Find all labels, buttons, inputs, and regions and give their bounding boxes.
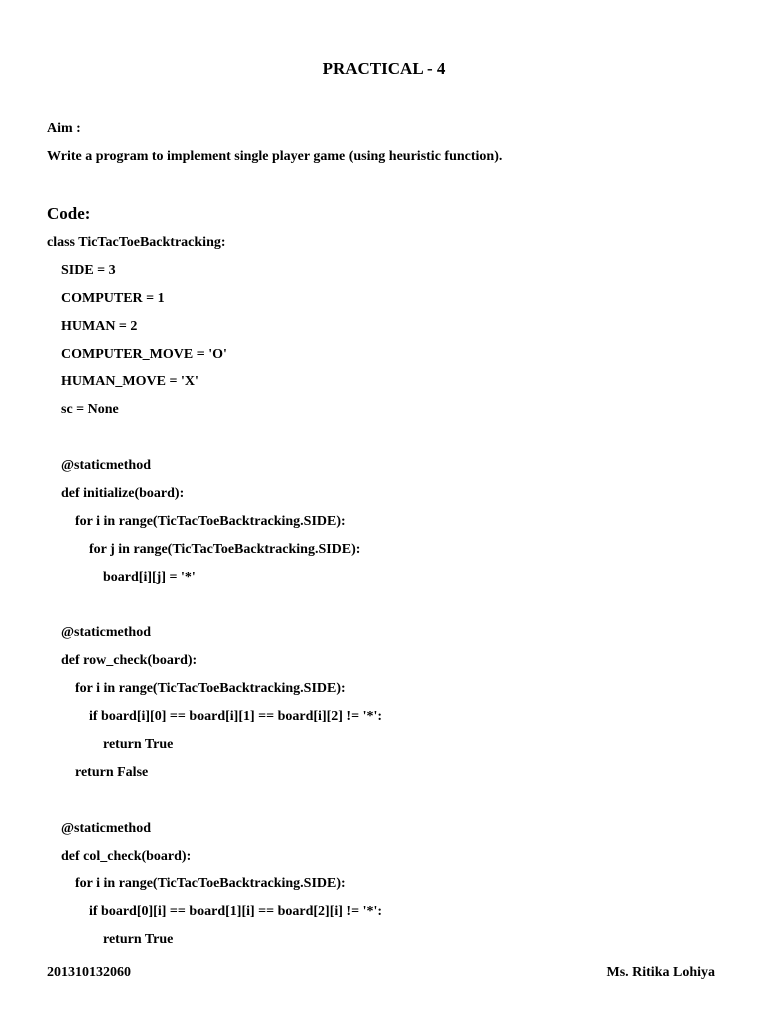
- code-line: def row_check(board):: [47, 653, 198, 669]
- footer-enrollment-number: 201310132060: [47, 965, 131, 980]
- code-line: @staticmethod: [47, 458, 152, 474]
- code-line: def col_check(board):: [47, 848, 192, 864]
- code-line: COMPUTER = 1: [47, 290, 165, 306]
- aim-label: Aim :: [47, 121, 81, 136]
- code-line: return True: [47, 737, 174, 753]
- footer-author-name: Ms. Ritika Lohiya: [606, 965, 715, 980]
- code-line: def initialize(board):: [47, 486, 185, 502]
- code-line: for i in range(TicTacToeBacktracking.SIDE):: [47, 681, 346, 697]
- code-line: board[i][j] = '*': [47, 569, 196, 585]
- code-line: sc = None: [47, 402, 119, 418]
- code-line: for i in range(TicTacToeBacktracking.SIDE):: [47, 513, 346, 529]
- code-line: for i in range(TicTacToeBacktracking.SIDE):: [47, 876, 346, 892]
- code-line: SIDE = 3: [47, 262, 116, 278]
- code-line: if board[0][i] == board[1][i] == board[2][i] != '*':: [47, 904, 383, 920]
- code-line: COMPUTER_MOVE = 'O': [47, 346, 227, 362]
- page-title: PRACTICAL - 4: [322, 59, 446, 78]
- code-line: [47, 596, 382, 624]
- code-line: return False: [47, 764, 149, 780]
- code-heading: Code:: [47, 204, 91, 223]
- code-block: [47, 233, 382, 958]
- code-line: for j in range(TicTacToeBacktracking.SIDE):: [47, 541, 361, 557]
- code-line: HUMAN_MOVE = 'X': [47, 374, 199, 390]
- code-line: return True: [47, 932, 174, 948]
- code-line: [47, 791, 382, 819]
- code-line: @staticmethod: [47, 625, 152, 641]
- code-line: @staticmethod: [47, 820, 152, 836]
- aim-text: Write a program to implement single player game (using heuristic function).: [47, 149, 503, 164]
- code-line: class TicTacToeBacktracking:: [47, 235, 226, 250]
- code-line: if board[i][0] == board[i][1] == board[i][2] != '*':: [47, 709, 383, 725]
- code-line: [47, 428, 382, 456]
- code-line: HUMAN = 2: [47, 318, 138, 334]
